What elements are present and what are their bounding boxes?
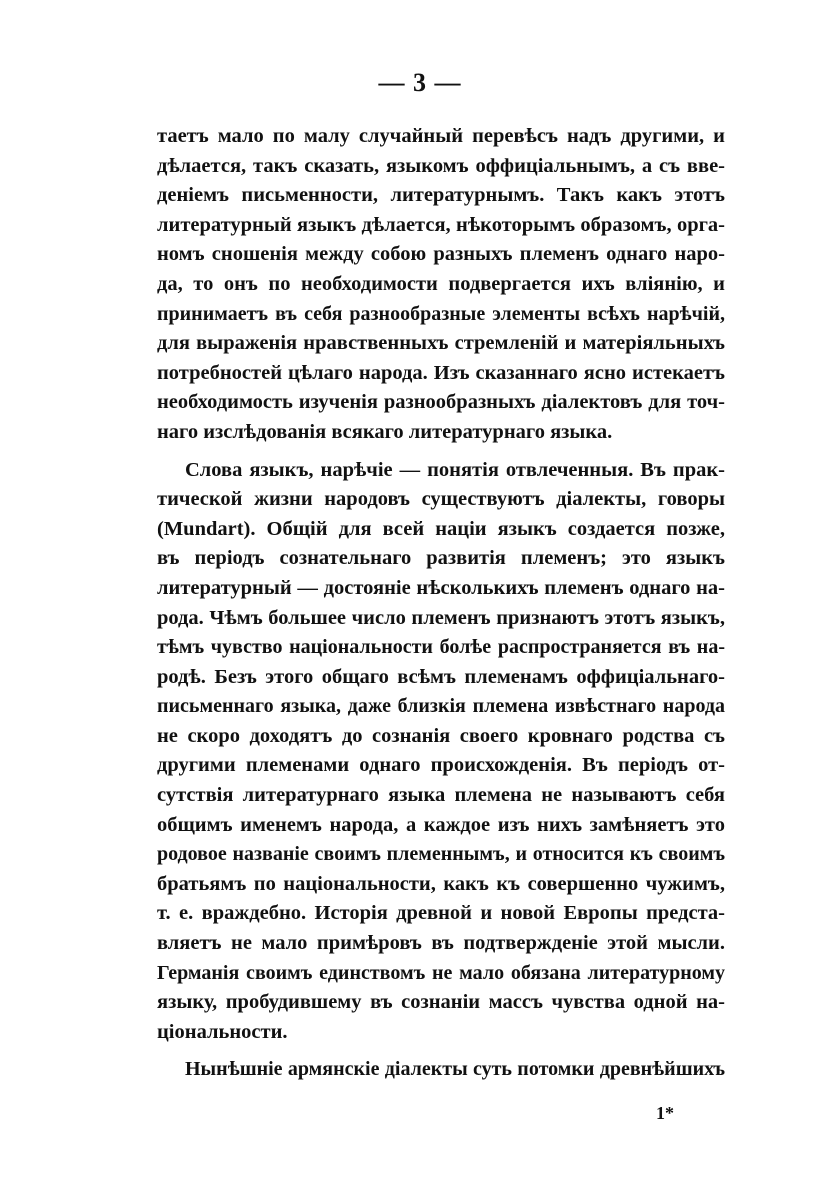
- paragraph: [157, 122, 725, 448]
- text-line: Слова языкъ, нарѣчіе — понятія отвлеченныя. Въ прак-: [185, 458, 725, 481]
- text-line: письменнаго языка, даже близкія племена извѣстнаго народа: [157, 695, 725, 718]
- text-line: литературный языкъ дѣлается, нѣкоторымъ образомъ, орга-: [157, 213, 725, 236]
- text-line: братьямъ по національности, какъ къ совершенно чужимъ,: [157, 872, 725, 895]
- text-line: необходимость изученія разнообразныхъ діалектовъ для точ-: [157, 391, 725, 414]
- text-line: ціональности.: [157, 1020, 288, 1043]
- text-line: языку, пробудившему въ сознаніи массъ чувства одной на-: [157, 991, 725, 1014]
- text-line: принимаетъ въ себя разнообразные элементы всѣхъ нарѣчій,: [157, 302, 725, 325]
- text-line: дѣлается, такъ сказать, языкомъ оффиціальнымъ, а съ вве-: [157, 154, 725, 177]
- text-line: литературный — достояніе нѣсколькихъ племенъ однаго на-: [157, 576, 725, 599]
- text-line: таетъ мало по малу случайный перевѣсъ надъ другими, и: [157, 125, 725, 147]
- text-line: вляетъ не мало примѣровъ въ подтвержденіе этой мысли.: [157, 932, 725, 955]
- page-number: — 3 —: [378, 68, 462, 97]
- text-line: тѣмъ чувство національности болѣе распространяется въ на-: [157, 636, 725, 659]
- text-line: общимъ именемъ народа, а каждое изъ нихъ замѣняетъ это: [157, 813, 725, 836]
- paragraph: [157, 456, 725, 1048]
- text-line: для выраженія нравственныхъ стремленій и матеріяльныхъ: [157, 332, 725, 355]
- signature-mark: 1*: [656, 1103, 674, 1123]
- body-text: [157, 122, 725, 1085]
- text-line: тической жизни народовъ существуютъ діалекты, говоры: [157, 488, 725, 511]
- text-line: т. е. враждебно. Исторія древной и новой Европы предста-: [157, 902, 725, 925]
- paragraph: [157, 1055, 725, 1085]
- text-line: родѣ. Безъ этого общаго всѣмъ племенамъ оффиціальнаго-: [157, 665, 725, 688]
- text-line: да, то онъ по необходимости подвергается ихъ вліянію, и: [157, 272, 725, 295]
- text-line: родовое названіе своимъ племеннымъ, и относится къ своимъ: [157, 843, 725, 866]
- text-line: въ періодъ сознательнаго развитія племенъ; это языкъ: [157, 547, 725, 570]
- text-line: деніемъ письменности, литературнымъ. Такъ какъ этотъ: [157, 184, 725, 207]
- text-line: сутствія литературнаго языка племена не называютъ себя: [157, 784, 725, 807]
- text-line: Нынѣшніе армянскіе діалекты суть потомки древнѣйшихъ: [185, 1058, 725, 1081]
- text-line: другими племенами однаго происхожденія. Въ періодъ от-: [157, 754, 725, 777]
- text-line: рода. Чѣмъ большее число племенъ признаютъ этотъ языкъ,: [157, 606, 725, 629]
- text-line: потребностей цѣлаго народа. Изъ сказаннаго ясно истекаетъ: [157, 361, 725, 384]
- text-line: наго изслѣдованія всякаго литературнаго языка.: [157, 420, 613, 443]
- text-line: Германія своимъ единствомъ не мало обязана литературному: [157, 961, 725, 984]
- text-line: (Mundart). Общій для всей націи языкъ создается позже,: [157, 517, 725, 540]
- text-line: номъ сношенія между собою разныхъ племенъ однаго наро-: [157, 243, 725, 266]
- text-line: не скоро доходятъ до сознанія своего кровнаго родства съ: [157, 724, 725, 747]
